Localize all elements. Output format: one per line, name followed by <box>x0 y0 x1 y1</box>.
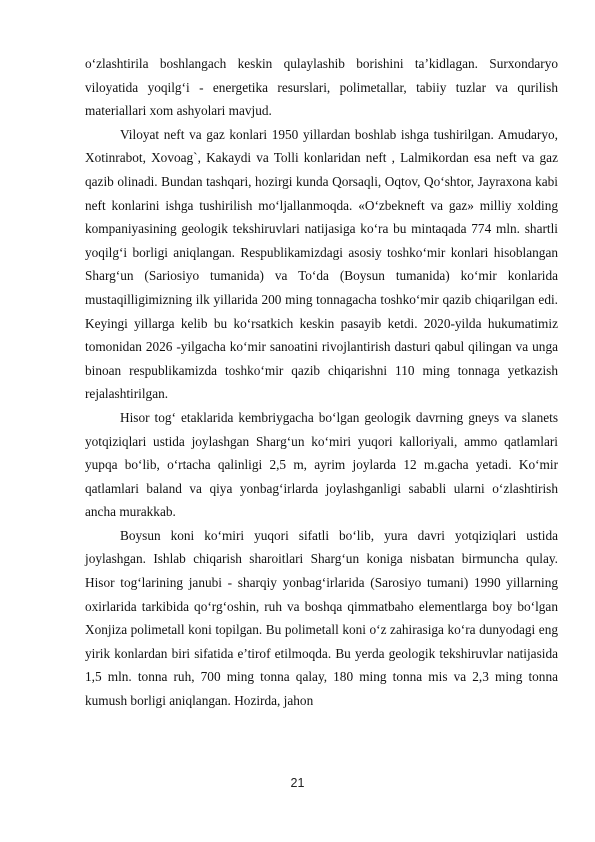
paragraph-continuation: o‘zlashtirila boshlangach keskin qulaylashib borishini ta’kidlagan. Surxondaryo viloyatida yoqilg‘i - energetika resurslari, polimetallar, tabiiy tuzlar va qurilish materiallari xom ashyolari mavjud. <box>85 56 558 119</box>
page-number: 21 <box>290 776 305 790</box>
page-body <box>85 52 558 713</box>
paragraph-boysun-polymetal: Boysun koni ko‘miri yuqori sifatli bo‘lib, yura davri yotqiziqlari ustida joylashgan. Ishlab chiqarish sharoitlari Sharg‘un koniga nisbatan birmuncha qulay. Hisor tog‘larining janubi - sharqiy yonbag‘irlarida (Sarosiyo tumani) 1990 yillarning oxirlarida tarkibida qo‘rg‘oshin, ruh va boshqa qimmatbaho elementlarga boy bo‘lgan Xonjiza polimetall koni topilgan. Bu polimetall koni o‘z zahirasiga ko‘ra dunyodagi eng yirik konlardan biri sifatida e’tirof etilmoqda. Bu yerda geologik tekshiruvlar natijasida 1,5 mln. tonna ruh, 700 ming tonna qalay, 180 ming tonna mis va 2,3 ming tonna kumush borligi aniqlangan. Hozirda, jahon <box>85 527 558 709</box>
paragraph-oil-gas-fields: Viloyat neft va gaz konlari 1950 yillardan boshlab ishga tushirilgan. Amudaryo, Xotinrabot, Xovoag`, Kakaydi va Tolli konlaridan neft , Lalmikordan esa neft va gaz qazib olinadi. Bundan tashqari, hozirgi kunda Qorsaqli, Oqtov, Qo‘shtor, Jayraxona kabi neft konlarini ishga tushirilish mo‘ljallanmoqda. «O‘zbekneft va gaz» milliy xolding kompaniyasining geologik tekshiruvlari natijasiga ko‘ra bu mintaqada 774 mln. shartli yoqilg‘i borligi aniqlangan. Respublikamizdagi asosiy toshko‘mir konlari hisoblangan Sharg‘un (Sariosiyo tumanida) va To‘da (Boysun tumanida) ko‘mir konlarida mustaqilligimizning ilk yillarida 200 ming tonnagacha toshko‘mir qazib chiqarilgan edi. Keyingi yillarga kelib bu ko‘rsatkich keskin pasayib ketdi. 2020-yilda hukumatimiz tomonidan 2026 -yilgacha ko‘mir sanoatini rivojlantirish dasturi qabul qilingan va unga binoan respublikamizda toshko‘mir qazib chiqarishni 110 ming tonnaga yetkazish rejalashtirilgan. <box>85 126 558 402</box>
paragraph-shargun-coal: Hisor tog‘ etaklarida kembriygacha bo‘lgan geologik davrning gneys va slanets yotqiziqlari ustida joylashgan Sharg‘un ko‘miri yuqori kalloriyali, ammo qatlamlari yupqa bo‘lib, o‘rtacha qalinligi 2,5 m, ayrim joylarda 12 m.gacha yetadi. Ko‘mir qatlamlari baland va qiya yonbag‘irlarda joylashganligi sababli ularni o‘zlashtirish ancha murakkab. <box>85 409 558 520</box>
